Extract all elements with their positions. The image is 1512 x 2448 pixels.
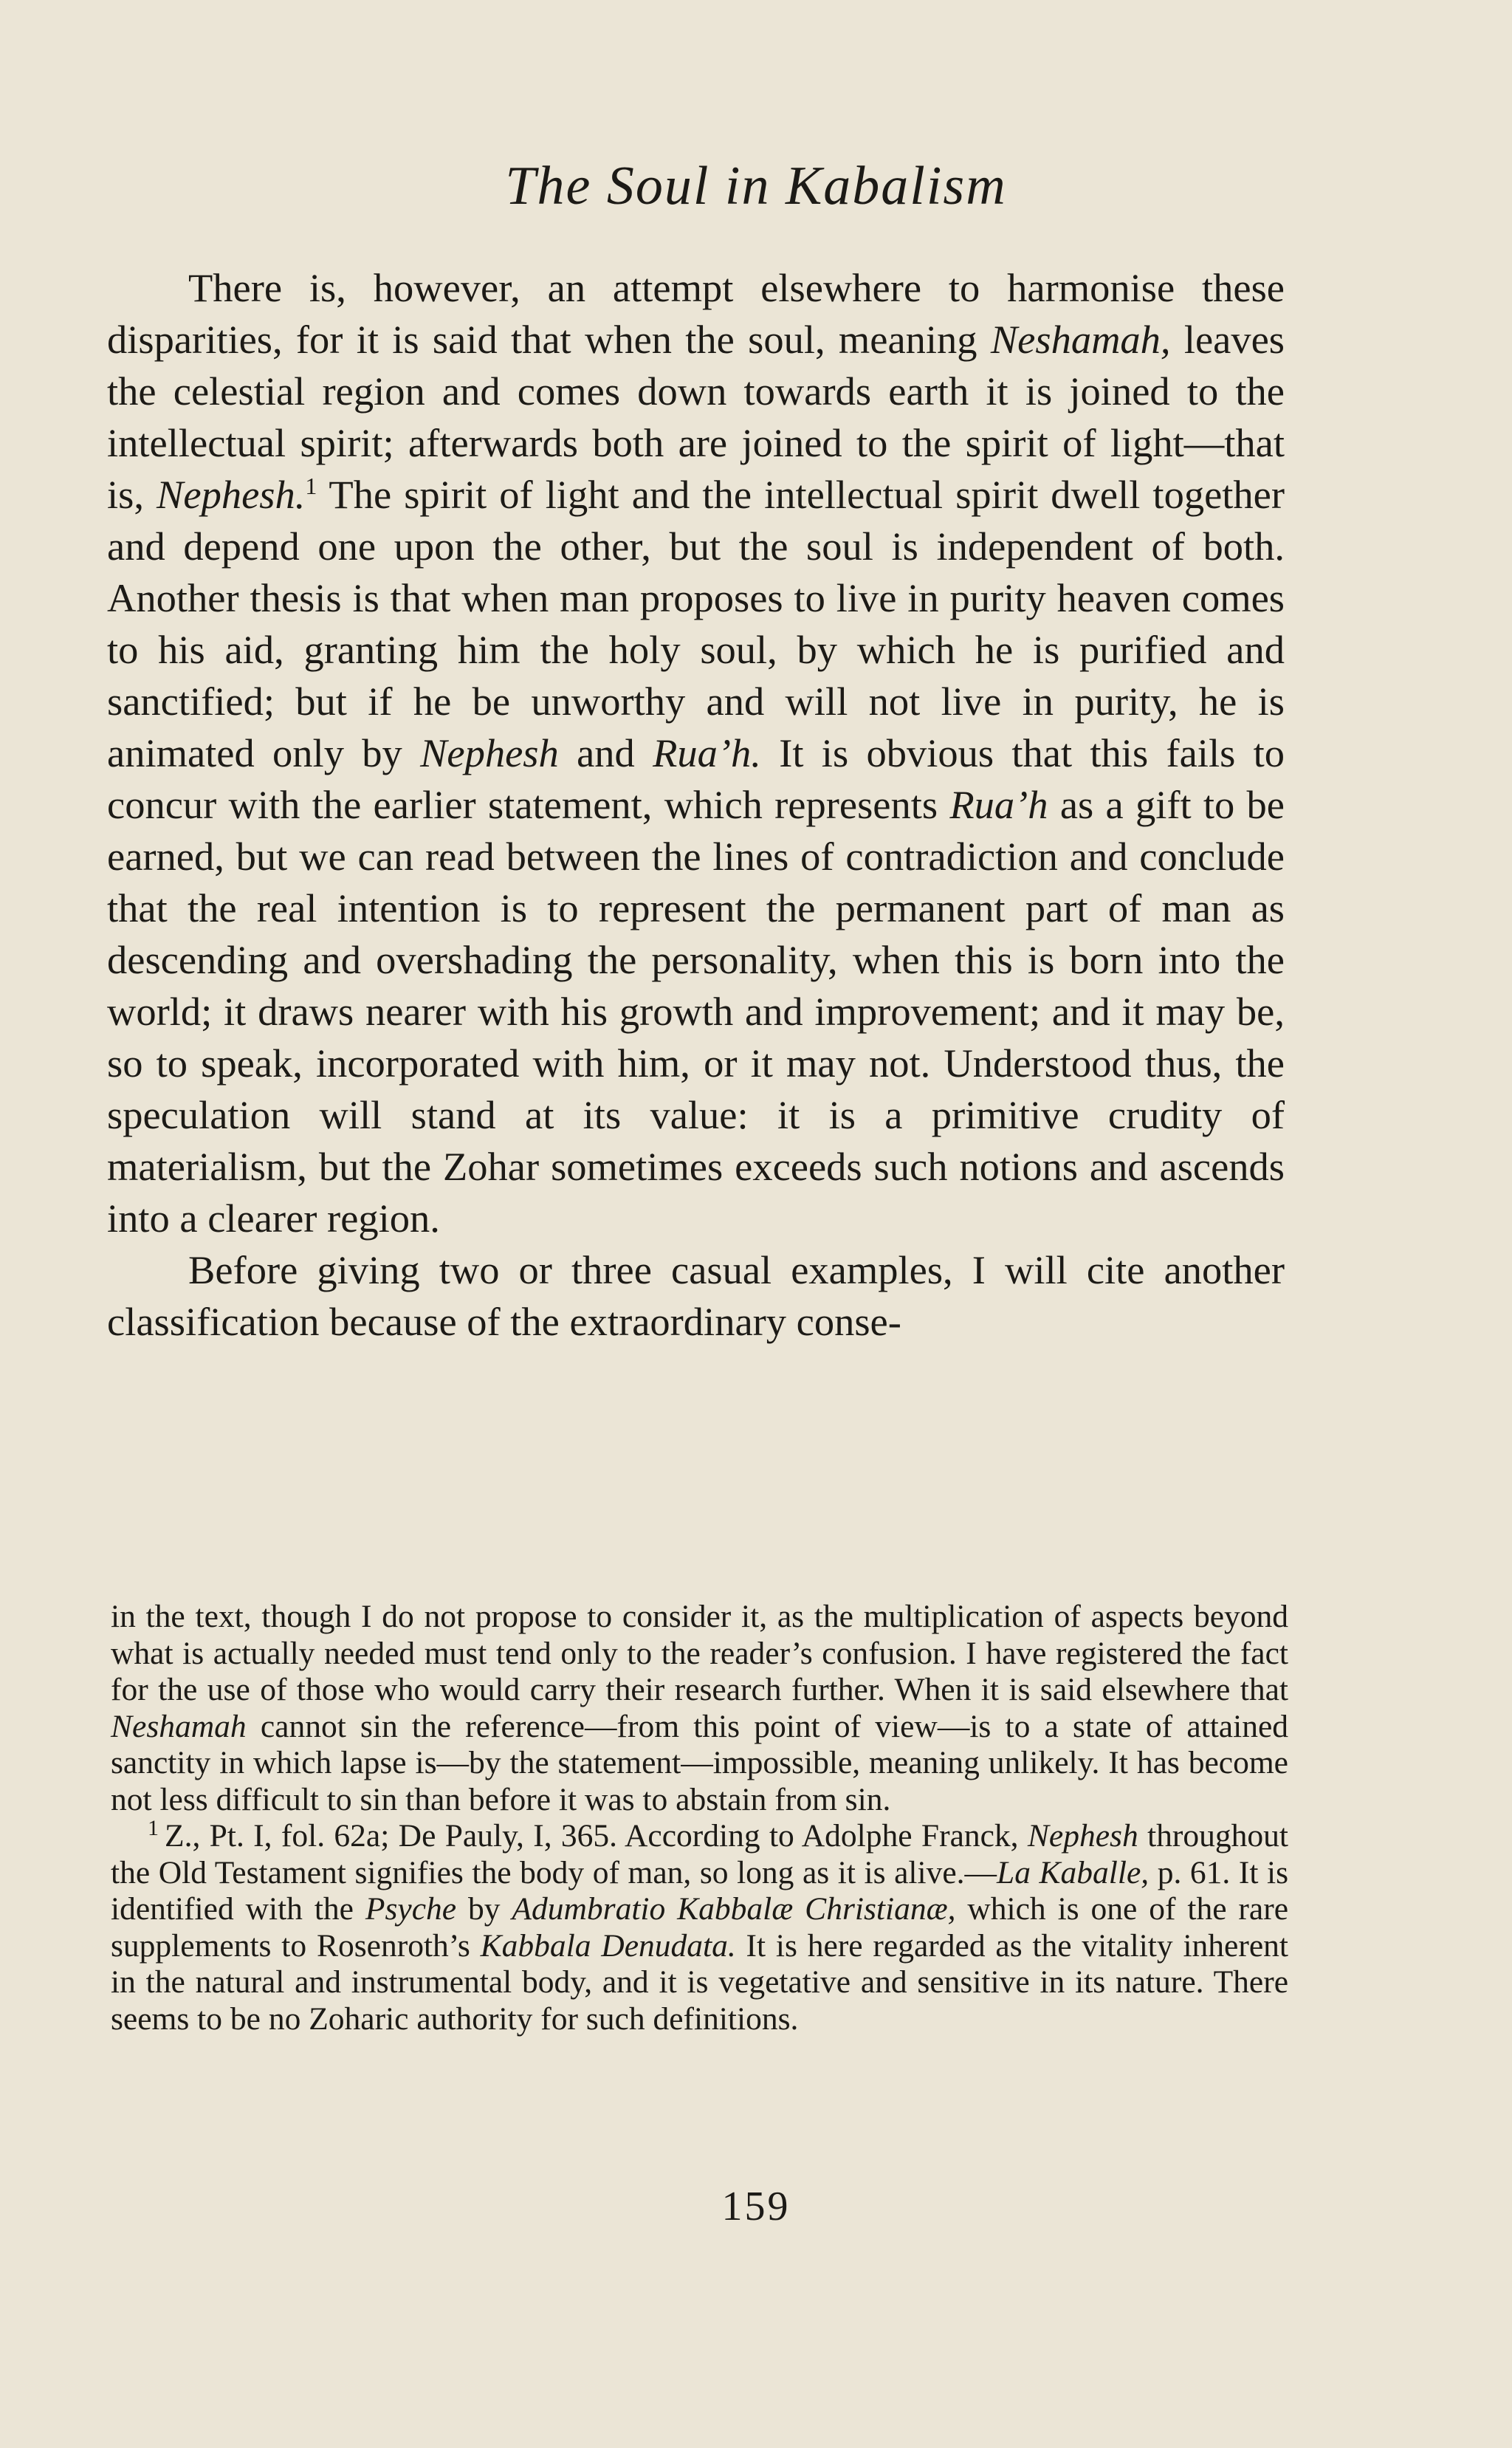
- footnote-reference: 1: [305, 472, 317, 499]
- text-run: which is one of the rare supplements to Rosenroth’s: [111, 1891, 1289, 1964]
- text-run: Z., Pt. I, fol. 62a; De Pauly, I, 365. According to Adolphe Franck,: [165, 1818, 1028, 1854]
- body-text: [107, 262, 1285, 1348]
- text-run: cannot sin the reference—from this point of view—is to a state of attained sanctity in which lapse is—by the statement—impossible, meaning unlikely. It has become not less difficult to sin than before it was to abstain from sin.: [111, 1708, 1288, 1817]
- italic-term: Neshamah,: [990, 317, 1171, 362]
- italic-term: Rua’h: [949, 782, 1048, 827]
- italic-term: Kabbala Denudata.: [480, 1927, 736, 1964]
- paragraph-harmonise: [107, 262, 1285, 1244]
- text-run: in the text, though I do not propose to consider it, as the multiplication of aspects beyond what is actually needed must tend only to the reader’s confusion. I have registered the fact for the use of those who would carry their research further. When it is said elsewhere that: [111, 1599, 1288, 1707]
- text-run: The spirit of light and the intellectual spirit dwell together and depend one upon the other, but the soul is independent of both. Another thesis is that when man proposes to live in purity heaven comes to his aid, granting him the holy soul, by which he is purified and sanctified; but if he be unworthy and will not live in purity, he is animated only by: [107, 472, 1285, 775]
- italic-term: Neshamah: [111, 1708, 247, 1744]
- text-run: leaves the celestial region and comes down towards earth it is joined to the intellectual spirit; afterwards both are joined to the spirit of light—that is,: [107, 317, 1285, 517]
- footnote-number: 1: [148, 1815, 159, 1840]
- paragraph-classification: [107, 1244, 1285, 1348]
- running-title: The Soul in Kabalism: [505, 156, 1007, 216]
- text-run: p. 61. It is identified with the: [111, 1854, 1289, 1927]
- text-run: throughout the Old Testament signifies the body of man, so long as it is alive.—: [111, 1818, 1288, 1890]
- italic-term: La Kaballe,: [997, 1854, 1150, 1890]
- page-number: 159: [721, 2184, 791, 2229]
- italic-term: Nephesh.: [157, 472, 306, 517]
- italic-term: Adumbratio Kabbalæ Christianæ,: [512, 1891, 956, 1927]
- text-run: Before giving two or three casual examples, I will cite another classification because of the extraordinary conse-: [107, 1247, 1285, 1344]
- text-run: by: [456, 1891, 512, 1927]
- text-run: It is obvious that this fails to concur with the earlier statement, which represents: [107, 730, 1285, 827]
- italic-term: Nephesh: [420, 730, 559, 775]
- italic-term: Psyche: [365, 1891, 457, 1927]
- italic-term: Rua’h.: [653, 730, 761, 775]
- italic-term: Nephesh: [1027, 1818, 1138, 1854]
- footnote-continued: [111, 1599, 1288, 1818]
- footnotes: [111, 1599, 1288, 2037]
- text-run: as a gift to be earned, but we can read between the lines of contradiction and conclude that the real intention is to represent the permanent part of man as descending and overshading the personality, when this is born into the world; it draws nearer with his growth and improvement; and it may be, so to speak, incorporated with him, or it may not. Understood thus, the speculation will stand at its value: it is a primitive crudity of materialism, but the Zohar sometimes exceeds such notions and ascends into a clearer region.: [107, 782, 1285, 1241]
- text-run: and: [558, 730, 653, 775]
- footnote-1: [111, 1815, 1289, 2037]
- text-run: It is here regarded as the vitality inherent in the natural and instrumental body, and it is vegetative and sensitive in its nature. There seems to be no Zoharic authority for such definitions.: [111, 1927, 1288, 2037]
- text-run: There is, however, an attempt elsewhere to harmonise these disparities, for it is said that when the soul, meaning: [107, 265, 1285, 362]
